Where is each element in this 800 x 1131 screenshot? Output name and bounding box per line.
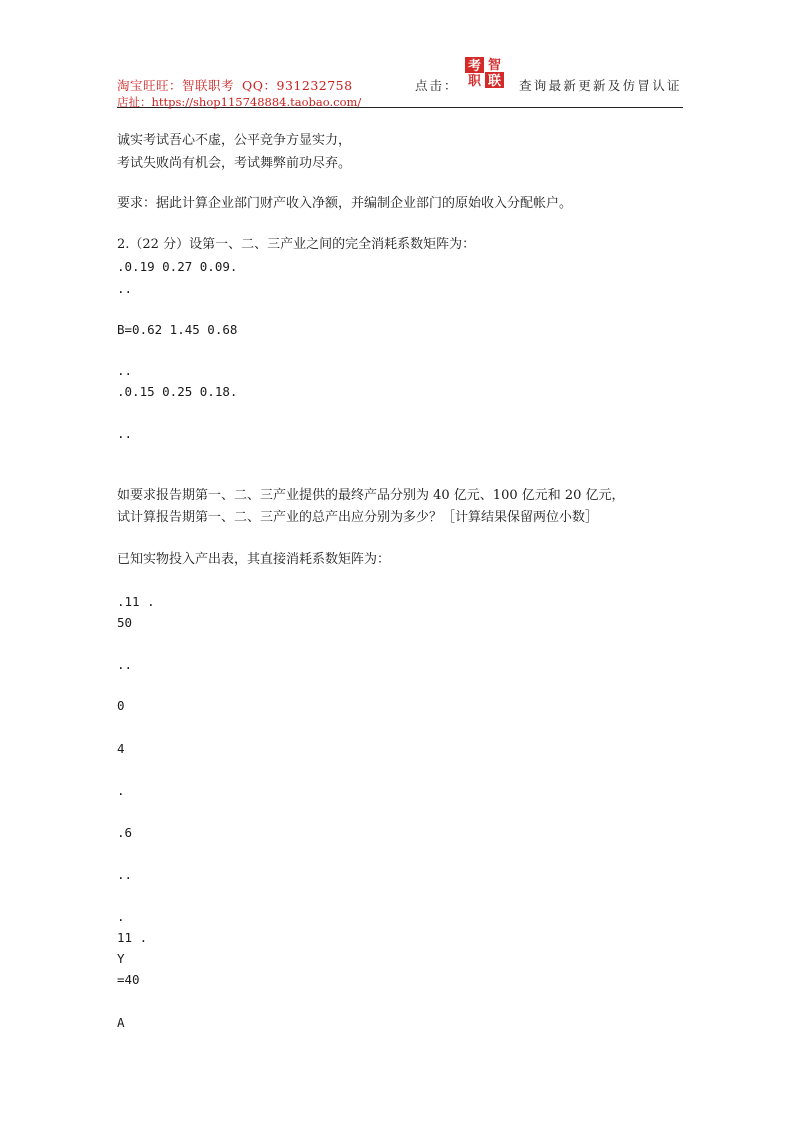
question-text-line-1: 如要求报告期第一、二、三产业提供的最终产品分别为 40 亿元、100 亿元和 20 亿元， bbox=[117, 488, 625, 503]
matrix-b-dots-2: .. bbox=[117, 363, 133, 378]
known-matrix-intro: 已知实物投入产出表，其直接消耗系数矩阵为： bbox=[117, 552, 391, 567]
matrix-a-fragment: .11 . bbox=[117, 594, 155, 609]
shop-contact-line bbox=[117, 76, 353, 94]
click-label: 点击： bbox=[415, 78, 459, 93]
matrix-b-dots-3: .. bbox=[117, 426, 133, 441]
page-header bbox=[117, 52, 683, 108]
exam-motto-line-1: 诚实考试吾心不虚，公平竞争方显实力， bbox=[117, 133, 352, 148]
matrix-a-fragment: .6 bbox=[117, 825, 133, 840]
logo-char-zhi: 智 bbox=[487, 58, 502, 73]
shop-address-link[interactable]: 店扯：https://shop115748884.taobao.com/ bbox=[117, 95, 362, 109]
requirement-text: 要求：据此计算企业部门财产收入净额，并编制企业部门的原始收入分配帐户。 bbox=[117, 196, 573, 211]
matrix-b-dots-1: .. bbox=[117, 281, 133, 296]
matrix-a-fragment: =40 bbox=[117, 972, 140, 987]
matrix-a-fragment: . bbox=[117, 909, 125, 924]
zhilian-logo[interactable] bbox=[464, 54, 506, 90]
matrix-a-fragment: 50 bbox=[117, 615, 133, 630]
matrix-a-fragment: . bbox=[117, 783, 125, 798]
matrix-a-fragment: .. bbox=[117, 657, 133, 672]
qq-number: QQ：931232758 bbox=[242, 78, 353, 93]
question-text-line-2: 试计算报告期第一、二、三产业的总产出应分别为多少？［计算结果保留两位小数］ bbox=[117, 510, 599, 525]
shop-name: 淘宝旺旺：智联职考 bbox=[117, 78, 235, 93]
verify-text: 查询最新更新及仿冒认证 bbox=[519, 78, 682, 93]
logo-char-zhi2: 职 bbox=[467, 74, 482, 89]
matrix-a-fragment: .. bbox=[117, 867, 133, 882]
matrix-a-fragment: A bbox=[117, 1015, 125, 1030]
matrix-a-fragment: Y bbox=[117, 951, 125, 966]
matrix-a-fragment: 0 bbox=[117, 698, 125, 713]
matrix-a-fragment: 11 . bbox=[117, 930, 148, 945]
exam-motto-line-2: 考试失败尚有机会，考试舞弊前功尽弃。 bbox=[117, 156, 352, 171]
matrix-b-row-3: .0.15 0.25 0.18. bbox=[117, 384, 238, 399]
matrix-a-fragment: 4 bbox=[117, 741, 125, 756]
question-2-title: 2.（22 分）设第一、二、三产业之间的完全消耗系数矩阵为： bbox=[117, 237, 476, 252]
matrix-b-row-1: .0.19 0.27 0.09. bbox=[117, 259, 238, 274]
logo-char-kao: 考 bbox=[467, 59, 482, 74]
matrix-b-row-2: B=0.62 1.45 0.68 bbox=[117, 322, 238, 337]
logo-char-lian: 联 bbox=[487, 74, 502, 89]
